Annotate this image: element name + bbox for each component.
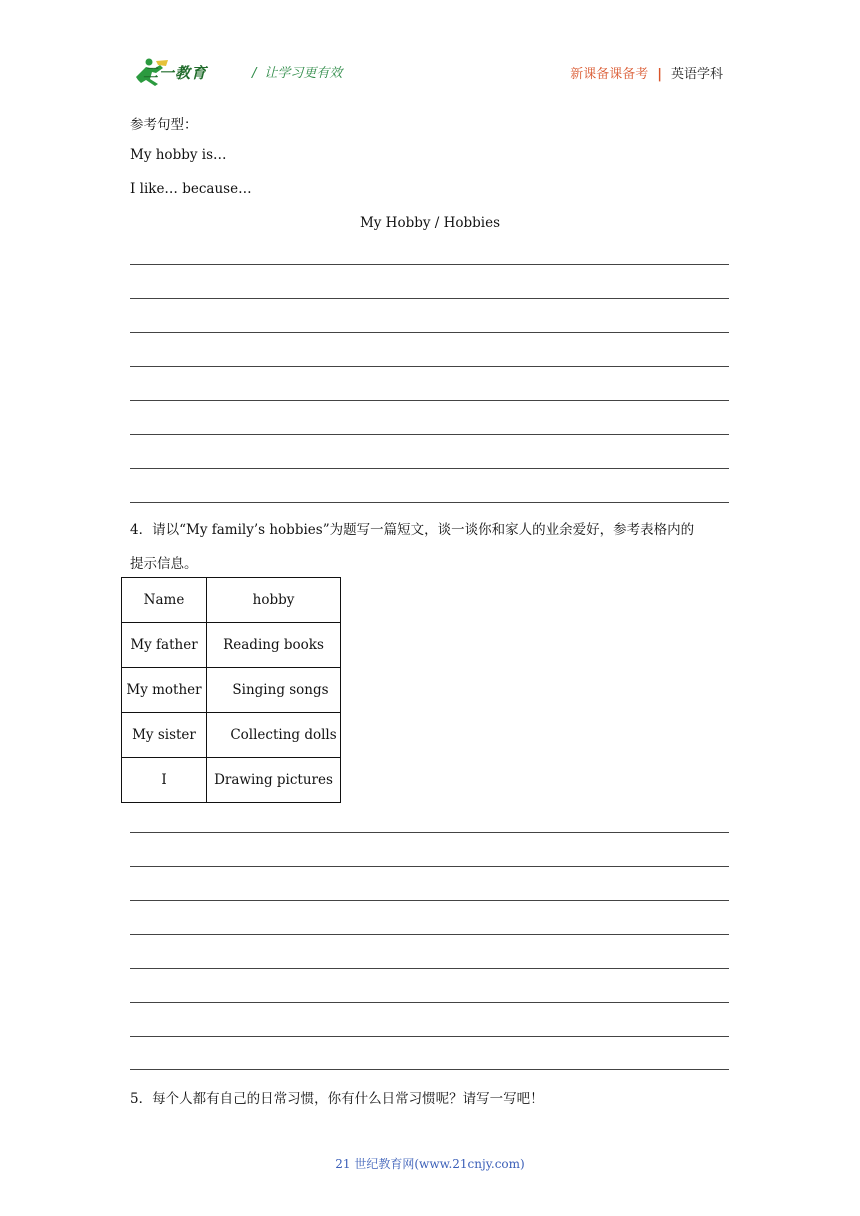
writing-line[interactable] — [130, 502, 729, 503]
question-5-text: 5．每个人都有自己的日常习惯，你有什么日常习惯呢？请写一写吧！ — [130, 1091, 544, 1107]
writing-line[interactable] — [130, 332, 729, 333]
subject-label: 英语学科 — [670, 67, 723, 82]
hobby-table — [121, 577, 341, 803]
reference-sentence-2: I like… because… — [130, 181, 252, 197]
brand-label: 新课备课备考 — [570, 67, 649, 82]
page-footer[interactable]: 21 世纪教育网(www.21cnjy.com) — [335, 1157, 525, 1171]
table-cell-name: My mother — [122, 668, 207, 713]
writing-line[interactable] — [130, 934, 729, 935]
table-cell-hobby: Drawing pictures — [207, 758, 341, 803]
table-cell-hobby: Collecting dolls — [207, 713, 341, 758]
table-cell-name: My father — [122, 623, 207, 668]
table-row — [122, 668, 341, 713]
writing-line[interactable] — [130, 900, 729, 901]
header-right — [570, 63, 723, 82]
essay-title: My Hobby / Hobbies — [359, 215, 501, 231]
table-cell-name: I — [122, 758, 207, 803]
writing-line[interactable] — [130, 1069, 729, 1070]
writing-line[interactable] — [130, 1002, 729, 1003]
table-row — [122, 758, 341, 803]
writing-line[interactable] — [130, 832, 729, 833]
writing-line[interactable] — [130, 400, 729, 401]
table-header-hobby: hobby — [207, 578, 341, 623]
writing-line[interactable] — [130, 434, 729, 435]
logo-text: 二一教育 — [143, 64, 208, 82]
table-row — [122, 713, 341, 758]
writing-line[interactable] — [130, 866, 729, 867]
table-cell-hobby: Singing songs — [207, 668, 341, 713]
header-separator: | — [657, 67, 662, 82]
table-cell-name: My sister — [122, 713, 207, 758]
header-slogan — [252, 62, 342, 81]
table-cell-hobby: Reading books — [207, 623, 341, 668]
writing-line[interactable] — [130, 366, 729, 367]
writing-line[interactable] — [130, 468, 729, 469]
table-header-name: Name — [122, 578, 207, 623]
writing-line[interactable] — [130, 968, 729, 969]
question-4-text: 4．请以“My family’s hobbies”为题写一篇短文，谈一谈你和家人的业余爱好，参考表格内的 — [130, 522, 695, 538]
table-header-row — [122, 578, 341, 623]
question-4-text-cont: 提示信息。 — [130, 556, 198, 572]
table-row — [122, 623, 341, 668]
slogan-text: 让学习更有效 — [264, 66, 343, 81]
writing-line[interactable] — [130, 1036, 729, 1037]
writing-line[interactable] — [130, 264, 729, 265]
reference-sentence-1: My hobby is… — [130, 147, 227, 163]
slogan-slash: / — [252, 66, 257, 81]
reference-heading: 参考句型： — [130, 117, 198, 133]
writing-line[interactable] — [130, 298, 729, 299]
